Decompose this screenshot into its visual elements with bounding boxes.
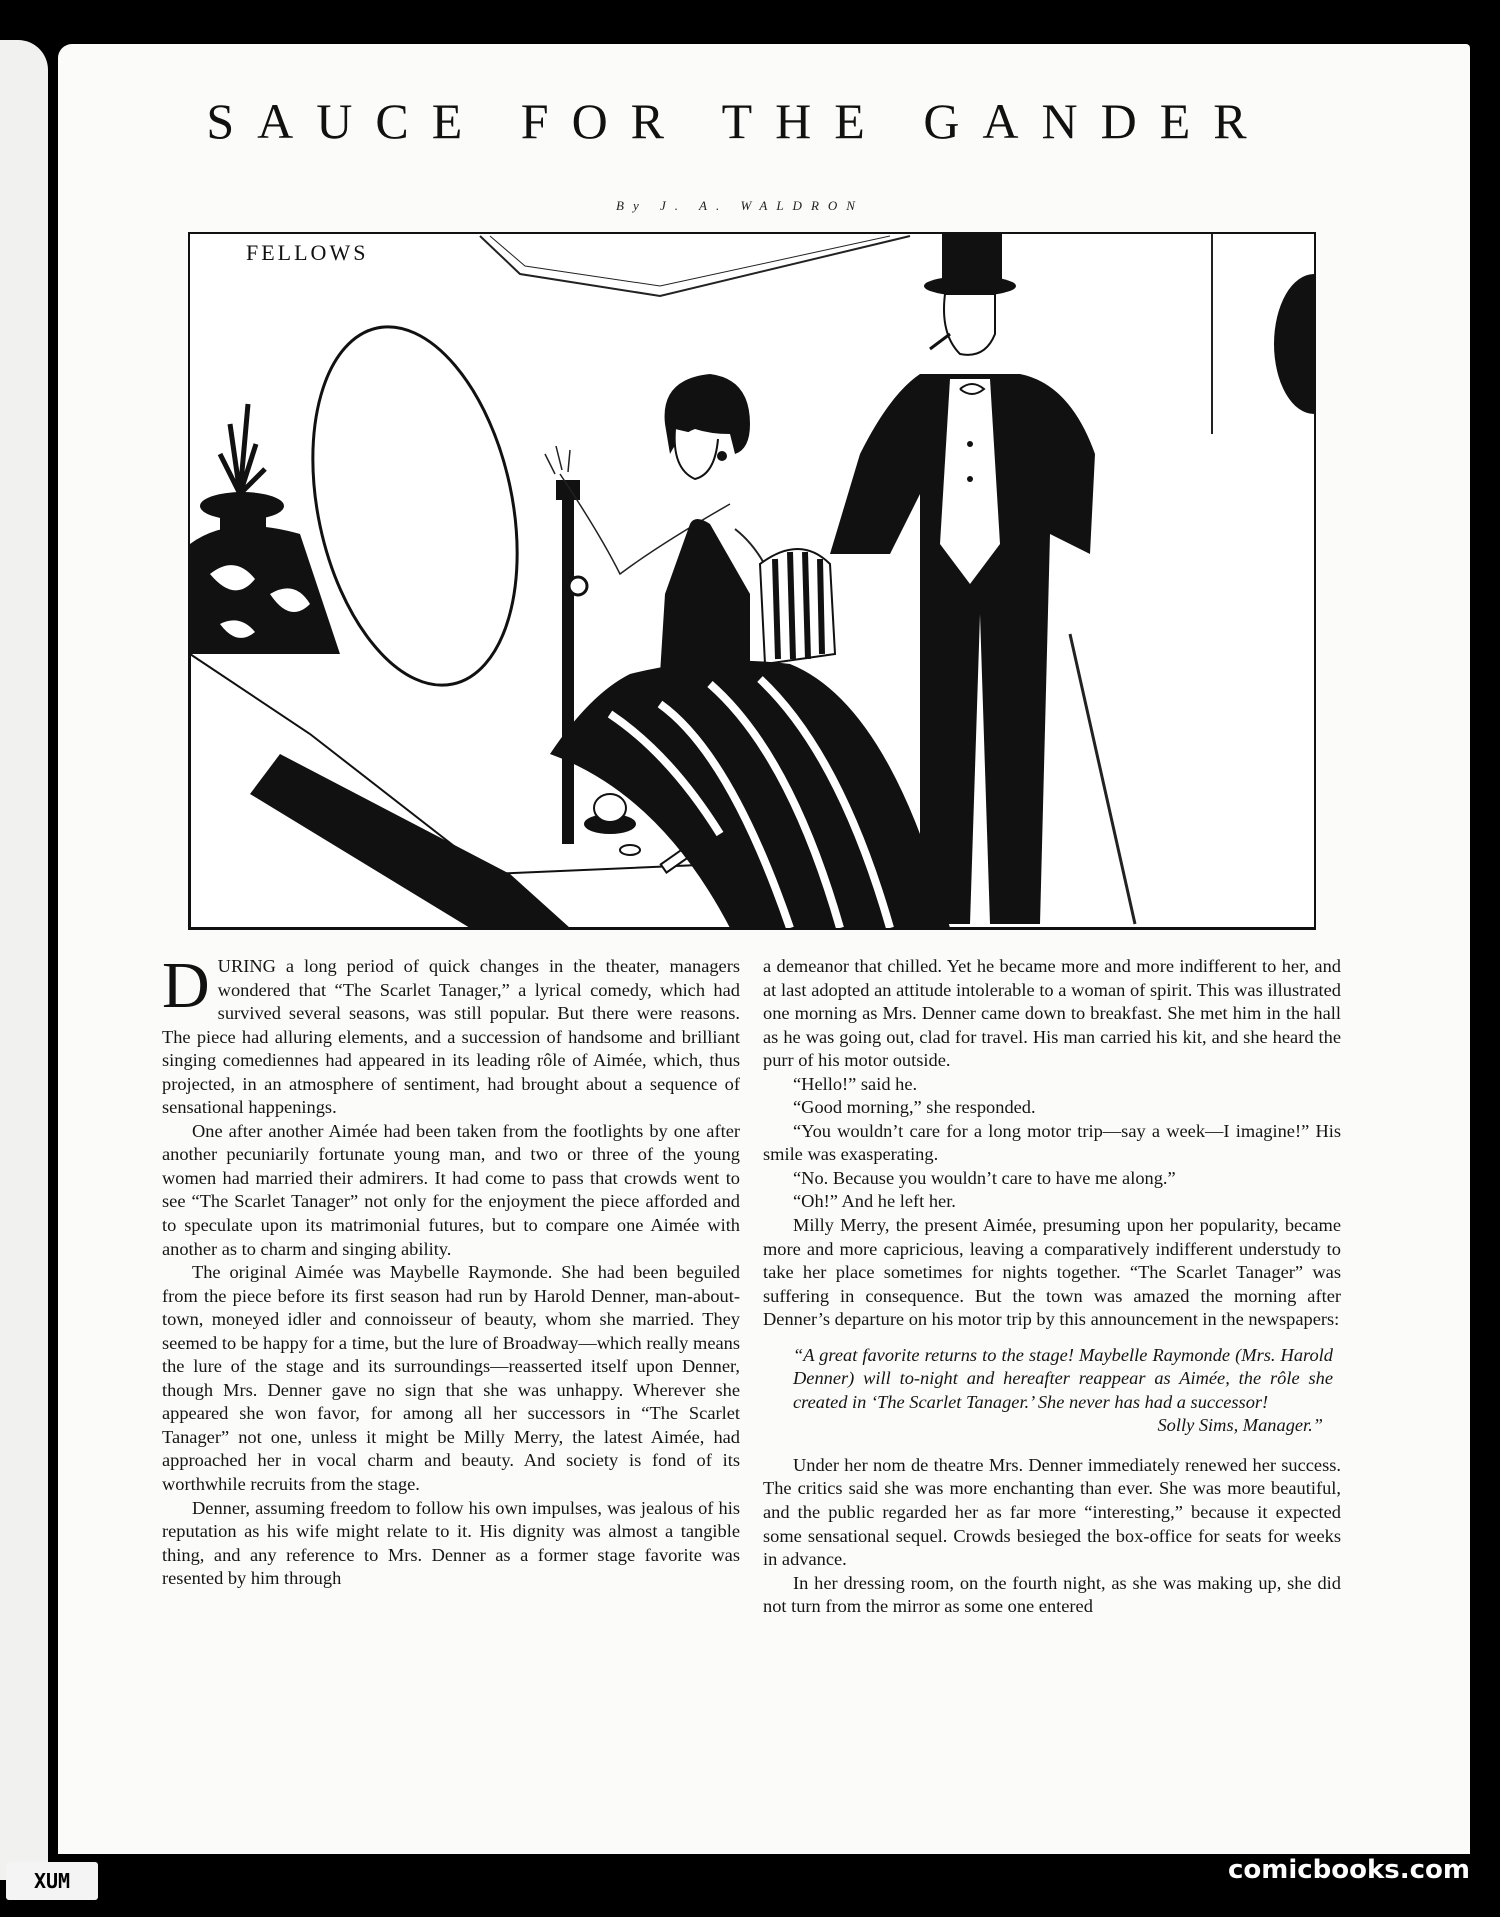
- article-byline: By J. A. WALDRON: [616, 198, 864, 213]
- paragraph-13: In her dressing room, on the fourth night, as she was making up, she did not turn from the mirror as some one entered: [763, 1572, 1341, 1617]
- paragraph-6: “Hello!” said he.: [793, 1073, 918, 1094]
- paragraph-12: Under her nom de theatre Mrs. Denner immediately renewed her success. The critics said she was more enchanting than ever. She was more beautiful, and the public regarded her as far more “interesting,” because it expected some sensational sequel. Crowds besieged the box-office for seats for weeks in advance.: [763, 1454, 1341, 1570]
- article-column-left: [162, 949, 740, 1591]
- facing-page-edge: [0, 40, 48, 1880]
- illustration: [188, 232, 1316, 930]
- paragraph-11: Milly Merry, the present Aimée, presuming upon her popularity, became more and more capricious, leaving a comparatively indifferent understudy to take her place sometimes for nights together. “The Scarlet Tanager” was suffering in consequence. But the town was amazed the morning after Denner’s departure on his motor trip by this announcement in the newspapers:: [763, 1215, 1341, 1330]
- newspaper-announcement: [763, 1332, 1341, 1454]
- paragraph-8: “You wouldn’t care for a long motor trip—say a week—I imagine!” His smile was exasperating.: [763, 1120, 1341, 1165]
- paragraph-3: The original Aimée was Maybelle Raymonde. She had been beguiled from the piece before its first season had run by Harold Denner, man-about-town, moneyed idler and connoisseur of beauty, whom she married. They seemed to be happy for a time, but the lure of Broadway—which really means the lure of the stage and its surroundings—reasserted itself upon Denner, though Mrs. Denner gave no sign that she was unhappy. Wherever she appeared she won favor, for among all her successors in “The Scarlet Tanager” not one, unless it might be Milly Merry, the latest Aimée, had approached her in vocal charm and beauty. And society is fond of its worthwhile recruits from the stage.: [162, 1262, 740, 1495]
- paragraph-4: Denner, assuming freedom to follow his own impulses, was jealous of his reputation as his wife might relate to it. His dignity was almost a tangible thing, and any reference to Mrs. Denner as a former stage favorite was resented by him through: [162, 1497, 740, 1589]
- scan-stamp: XUM: [6, 1862, 98, 1900]
- illustration-drawing: [190, 234, 1314, 928]
- announcement-text: “A great favorite returns to the stage! Maybelle Raymonde (Mrs. Harold Denner) will to-night and hereafter reappear as Aimée, the rôle she created in ‘The Scarlet Tanager.’ She never has had a successor!: [793, 1344, 1333, 1412]
- paragraph-7: “Good morning,” she responded.: [793, 1097, 1036, 1118]
- paragraph-10: “Oh!” And he left her.: [793, 1191, 956, 1212]
- paragraph-9: “No. Because you wouldn’t care to have me along.”: [793, 1167, 1176, 1188]
- paragraph-5: a demeanor that chilled. Yet he became more and more indifferent to her, and at last adopted an attitude intolerable to a woman of spirit. This was illustrated one morning as Mrs. Denner came down to breakfast. She met him in the hall as he was going out, clad for travel. His man carried his kit, and she heard the purr of his motor outside.: [763, 956, 1341, 1071]
- watermark: comicbooks.com: [1227, 1855, 1470, 1885]
- article-title: SAUCE FOR THE GANDER: [206, 93, 1270, 149]
- drop-cap: D: [162, 949, 210, 1022]
- paragraph-2: One after another Aimée had been taken from the footlights by one after another pecuniarily fortunate young man, and two or three of the young women had married their admirers. It had come to pass that crowds went to see “The Scarlet Tanager” not only for the enjoyment the piece afforded and to speculate upon its matrimonial futures, but to compare one Aimée with another as to charm and singing ability.: [162, 1120, 740, 1259]
- paragraph-1: DURING a long period of quick changes in the theater, managers wondered that “The Scarlet Tanager,” a lyrical comedy, which had survived several seasons, was still popular. But there were reasons. The piece had alluring elements, and a succession of handsome and brilliant singing comediennes had appeared in its leading rôle of Aimée, which, thus projected, in an atmosphere of sentiment, had brought about a sequence of sensational happenings.: [162, 949, 740, 1118]
- illustrator-signature: FELLOWS: [246, 240, 369, 265]
- announcement-signature: Solly Sims, Manager.”: [1157, 1415, 1323, 1436]
- article-column-right: [763, 955, 1341, 1619]
